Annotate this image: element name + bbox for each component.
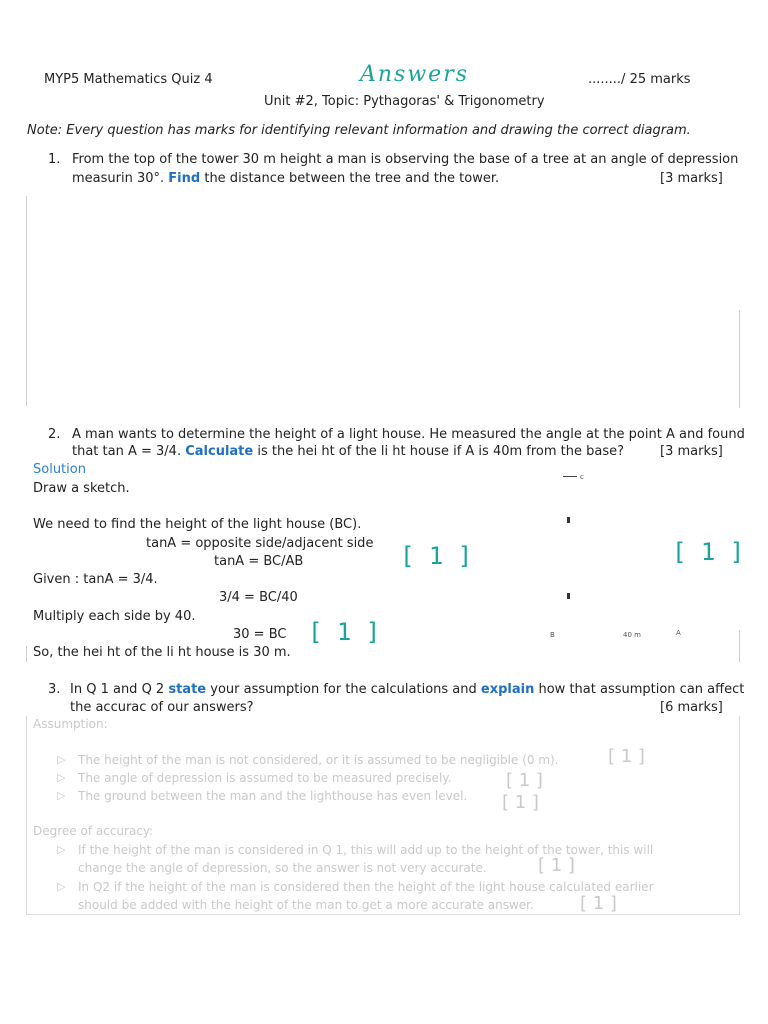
sketch-label-dist: 40 m — [623, 631, 641, 639]
q2-verb-calculate: Calculate — [185, 444, 254, 459]
q2-number: 2. — [48, 427, 61, 442]
q1-line2-post: the distance between the tree and the tower. — [204, 171, 500, 186]
faded-mark-5: [ 1 ] — [580, 893, 617, 914]
sketch-dot-lower — [567, 593, 570, 599]
q1-area-left-border — [26, 196, 27, 406]
sol-eq1: 3/4 = BC/40 — [219, 590, 298, 605]
q3-verb-state: state — [168, 682, 207, 697]
assumption-3: The ground between the man and the lighthouse has even level. — [78, 789, 468, 803]
q3-line1-pre: In Q 1 and Q 2 — [70, 682, 165, 697]
q1-line2 — [72, 171, 499, 186]
mark-annotation-3: [ 1 ] — [308, 618, 381, 646]
arrow-bullet-icon: ▷ — [57, 880, 66, 893]
faded-mark-2: [ 1 ] — [506, 770, 543, 791]
quiz-title: MYP5 Mathematics Quiz 4 — [44, 72, 213, 87]
sketch-label-a: A — [676, 629, 681, 637]
q3-line1-post: how that assumption can affect — [538, 682, 745, 697]
q2-line1: A man wants to determine the height of a light house. He measured the angle at the point A and found — [72, 427, 745, 442]
q3-line2: the accurac of our answers? — [70, 700, 254, 715]
sol-conclusion: So, the hei ht of the li ht house is 30 m. — [33, 645, 291, 660]
sol-given: Given : tanA = 3/4. — [33, 572, 158, 587]
mark-annotation-2: [ 1 ] — [672, 538, 745, 566]
q1-line1: From the top of the tower 30 m height a man is observing the base of a tree at an angle of depression — [72, 152, 739, 167]
q2-area-left-border — [26, 646, 27, 662]
accuracy-2-line2: should be added with the height of the man to get a more accurate answer. — [78, 898, 534, 912]
arrow-bullet-icon: ▷ — [57, 843, 66, 856]
q3-verb-explain: explain — [480, 682, 535, 697]
sol-tan-def: tanA = opposite side/adjacent side — [146, 536, 374, 551]
arrow-bullet-icon: ▷ — [57, 789, 66, 802]
q3-marks: [6 marks] — [660, 700, 723, 715]
sketch-label-b: B — [550, 631, 555, 639]
accuracy-2-line1: In Q2 if the height of the man is considered then the height of the light house calculated earlier — [78, 880, 654, 894]
q1-verb-find: Find — [168, 171, 201, 186]
unit-topic: Unit #2, Topic: Pythagoras' & Trigonometry — [264, 94, 545, 109]
assumption-2: The angle of depression is assumed to be measured precisely. — [78, 771, 452, 785]
q3-line1-mid: your assumption for the calculations and — [210, 682, 477, 697]
q1-area-right-border — [739, 310, 740, 408]
assumption-1: The height of the man is not considered, or it is assumed to be negligible (0 m). — [78, 753, 559, 767]
q2-line2-post: is the hei ht of the li ht house if A is 40m from the base? — [257, 444, 625, 459]
sol-multiply: Multiply each side by 40. — [33, 609, 196, 624]
q1-number: 1. — [48, 152, 61, 167]
faded-mark-3: [ 1 ] — [502, 792, 539, 813]
q3-line1 — [70, 682, 744, 697]
solution-label: Solution — [33, 462, 86, 477]
sketch-dot-upper — [567, 517, 570, 523]
sketch-label-c: c — [580, 473, 584, 481]
accuracy-1-line1: If the height of the man is considered in Q 1, this will add up to the height of the tower, this will — [78, 843, 654, 857]
arrow-bullet-icon: ▷ — [57, 771, 66, 784]
sketch-top-line — [563, 476, 577, 477]
marks-total: ......../ 25 marks — [588, 72, 691, 87]
q1-marks: [3 marks] — [660, 171, 723, 186]
q2-line2-pre: that tan A = 3/4. — [72, 444, 182, 459]
sol-sketch: Draw a sketch. — [33, 481, 130, 496]
note: Note: Every question has marks for identifying relevant information and drawing the correct diagram. — [27, 123, 691, 138]
accuracy-1-line2: change the angle of depression, so the answer is not very accurate. — [78, 861, 487, 875]
q2-marks: [3 marks] — [660, 444, 723, 459]
sol-eq2: 30 = BC — [233, 627, 287, 642]
sol-need: We need to find the height of the light house (BC). — [33, 517, 362, 532]
q2-line2 — [72, 444, 624, 459]
sol-tan-bc: tanA = BC/AB — [214, 554, 304, 569]
mark-annotation-1: [ 1 ] — [400, 542, 473, 570]
q1-line2-pre: measurin 30°. — [72, 171, 165, 186]
accuracy-label: Degree of accuracy: — [33, 824, 154, 838]
q2-area-right-border — [739, 630, 740, 662]
faded-mark-4: [ 1 ] — [538, 855, 575, 876]
answers-title: Answers — [360, 62, 470, 87]
q3-number: 3. — [48, 682, 61, 697]
faded-mark-1: [ 1 ] — [608, 746, 645, 767]
assumption-label: Assumption: — [33, 717, 108, 731]
arrow-bullet-icon: ▷ — [57, 753, 66, 766]
